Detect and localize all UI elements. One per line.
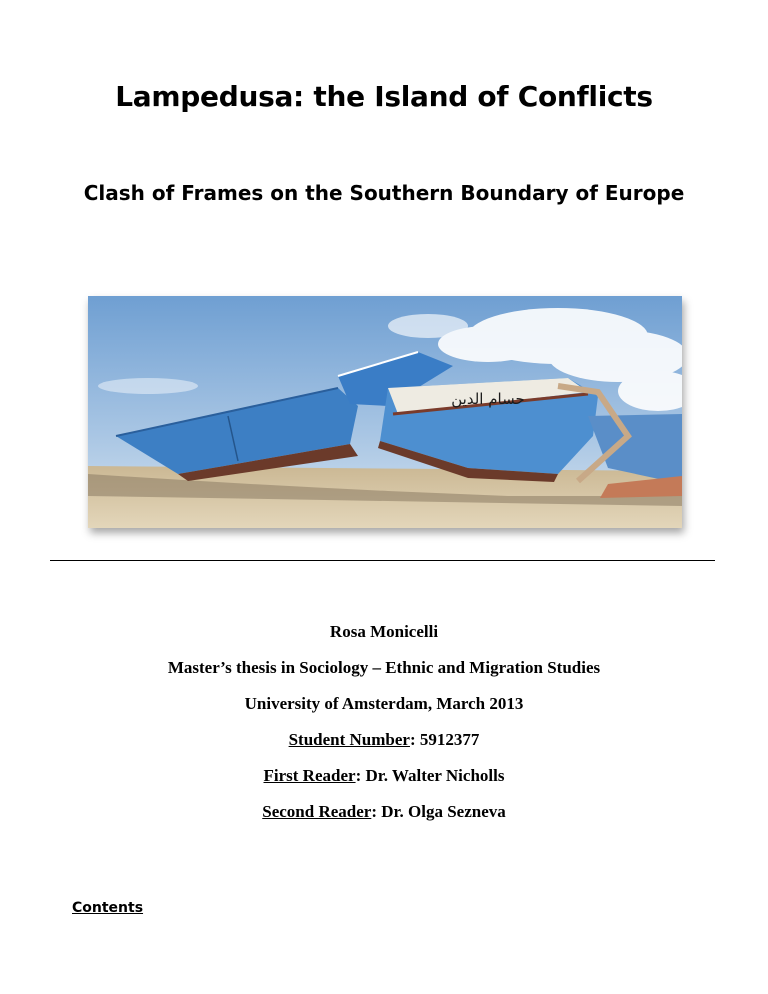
second-reader-value: : Dr. Olga Sezneva — [371, 802, 506, 821]
second-reader — [0, 802, 768, 822]
horizontal-divider — [50, 560, 715, 561]
student-number-value: : 5912377 — [409, 730, 480, 749]
cover-photo-wrecked-boats — [88, 296, 682, 528]
contents-heading: Contents — [72, 900, 144, 916]
institution-date: University of Amsterdam, March 2013 — [244, 694, 524, 713]
first-reader-label: First Reader — [263, 766, 356, 785]
document-title: Lampedusa: the Island of Conflicts — [115, 80, 653, 113]
thesis-description: Master’s thesis in Sociology – Ethnic and Migration Studies — [167, 658, 601, 677]
second-reader-label: Second Reader — [262, 802, 372, 821]
author-name: Rosa Monicelli — [329, 622, 439, 641]
first-reader-value: : Dr. Walter Nicholls — [355, 766, 505, 785]
document-subtitle: Clash of Frames on the Southern Boundary of Europe — [83, 181, 685, 205]
boat-inscription: حسام الدين — [451, 390, 525, 408]
student-number — [0, 730, 768, 750]
student-number-label: Student Number — [288, 730, 410, 749]
first-reader — [0, 766, 768, 786]
